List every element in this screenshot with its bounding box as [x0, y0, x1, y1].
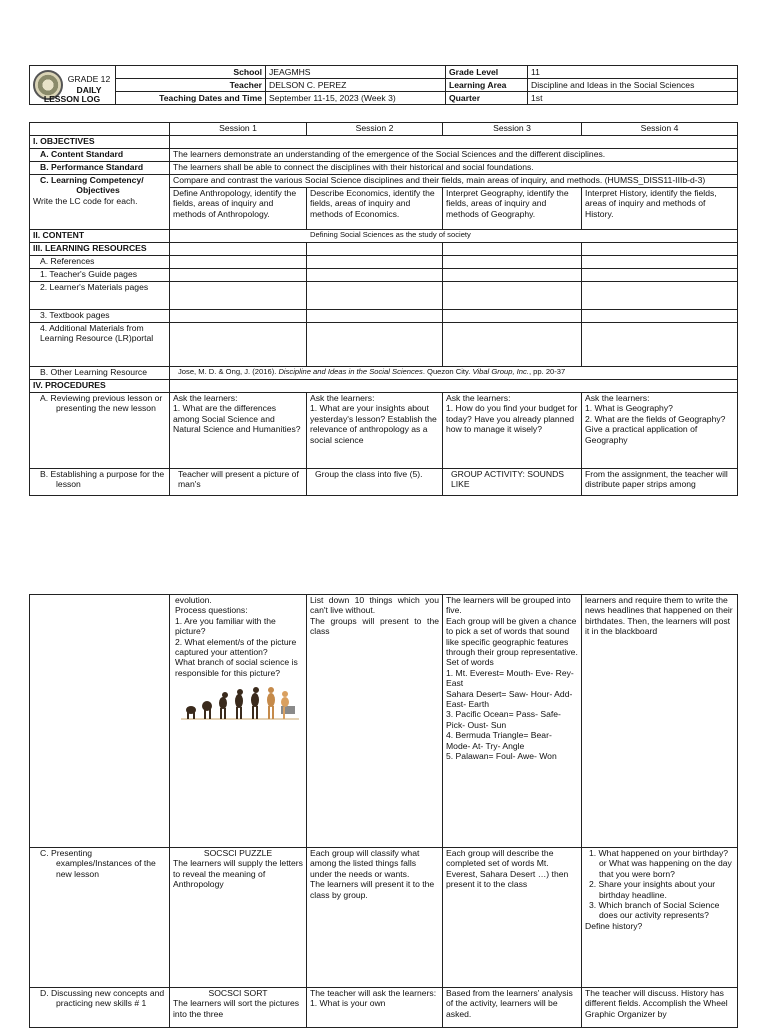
socsci-puzzle-title: SOCSCI PUZZLE [203, 848, 273, 858]
procedure-c-s4-q3: 3. Which branch of Social Science does our activity represents? [589, 900, 720, 921]
socsci-sort-title: SOCSCI SORT [208, 988, 268, 998]
page-1 [0, 0, 768, 500]
dates-value: September 11-15, 2023 (Week 3) [266, 92, 446, 105]
socsci-puzzle-text: The learners will supply the letters to reveal the meaning of Anthropology [173, 858, 303, 890]
objectives-label: Objectives [76, 185, 120, 196]
session-header-4: Session 4 [582, 123, 738, 136]
learning-competency-label: C. Learning Competency/ [40, 175, 144, 185]
resources-heading: III. LEARNING RESOURCES [30, 243, 170, 256]
session-header-3: Session 3 [443, 123, 582, 136]
header-table [29, 65, 738, 105]
content-standard-label: A. Content Standard [30, 149, 170, 162]
procedure-a-s3: Ask the learners: 1. How do you find your budget for today? Have you already planned how to manage it wisely? [443, 393, 582, 469]
content-text-value: Defining Social Sciences as the study of society [310, 230, 471, 239]
textbook-pages-label: 3. Textbook pages [30, 310, 170, 323]
content-standard-text: The learners demonstrate an understanding of the emergence of the Social Sciences and the different disciplines. [170, 149, 738, 162]
procedure-b-s4-top: From the assignment, the teacher will distribute paper strips among [582, 469, 738, 496]
dates-label: Teaching Dates and Time [116, 92, 266, 105]
page-2 [0, 594, 768, 1024]
lesson-table-page-1 [29, 122, 738, 496]
teachers-guide-label: 1. Teacher's Guide pages [30, 269, 170, 282]
performance-standard-label: B. Performance Standard [30, 162, 170, 175]
objective-session-1: Define Anthropology, identify the fields, areas of inquiry and methods of Anthropology. [170, 188, 307, 230]
references-label: A. References [30, 256, 170, 269]
procedure-d-s2: The teacher will ask the learners: 1. What is your own [307, 988, 443, 1028]
learning-competency-cell [30, 175, 170, 230]
school-value: JEAGMHS [266, 66, 446, 79]
procedure-c-s2: Each group will classify what among the listed things falls under the needs or wants. The learners will present it to the class by group. [307, 848, 443, 988]
procedure-c-s1 [170, 848, 307, 988]
teacher-label: Teacher [116, 79, 266, 92]
procedure-a-s4: Ask the learners: 1. What is Geography? 2. What are the fields of Geography? Give a practical application of Geography [582, 393, 738, 469]
grade-label: GRADE 12 [67, 74, 111, 84]
teacher-value: DELSON C. PEREZ [266, 79, 446, 92]
socsci-sort-text: The learners will sort the pictures into the three [173, 998, 300, 1019]
objective-session-2: Describe Economics, identify the fields, areas of inquiry and methods of Economics. [307, 188, 443, 230]
procedure-c-s3: Each group will describe the completed set of words Mt. Everest, Sahara Desert …) then present it to the class [443, 848, 582, 988]
dll-title-1: DAILY [76, 85, 102, 95]
learning-competency-text: Compare and contrast the various Social Science disciplines and their fields, main areas of inquiry, and methods. (HUMSS_DISS11-IIIb-d-3) [170, 175, 738, 188]
session-header-1: Session 1 [170, 123, 307, 136]
procedure-b-s1-text: evolution. Process questions: 1. Are you familiar with the picture? 2. What element/s of the picture captured your attention? What branch of social science is responsible for this picture? [175, 595, 298, 678]
grade-level-value: 11 [528, 66, 738, 79]
other-resource-label: B. Other Learning Resource [30, 367, 170, 380]
procedure-c-s4-q2: 2. Share your insights about your birthday headline. [589, 879, 716, 900]
procedure-c-s4-q4: Define history? [585, 920, 643, 931]
procedure-b-s3-top: GROUP ACTIVITY: SOUNDS LIKE [443, 469, 582, 496]
procedure-b-s1-cont [170, 595, 307, 848]
school-label: School [116, 66, 266, 79]
lc-code-note: Write the LC code for each. [33, 195, 138, 206]
quarter-value: 1st [528, 92, 738, 105]
procedure-d-s3: Based from the learners' analysis of the activity, learners will be asked. [443, 988, 582, 1028]
grade-level-label: Grade Level [446, 66, 528, 79]
procedure-a-s1: Ask the learners: 1. What are the differences among Social Science and Natural Science and Humanities? [170, 393, 307, 469]
objective-session-4: Interpret History, identify the fields, areas of inquiry and methods of History. [582, 188, 738, 230]
human-evolution-image [181, 684, 299, 720]
citation-part-3: , pp. 20-37 [528, 367, 566, 376]
learners-materials-label: 2. Learner's Materials pages [30, 282, 170, 310]
procedure-b-s2-cont: List down 10 things which you can't live without. The groups will present to the class [307, 595, 443, 848]
objective-session-3: Interpret Geography, identify the fields, areas of inquiry and methods of Geography. [443, 188, 582, 230]
learning-area-value: Discipline and Ideas in the Social Sciences [528, 79, 738, 92]
citation-part-1: Jose, M. D. & Ong, J. (2016). [178, 367, 279, 376]
lesson-table-page-2 [29, 594, 738, 1028]
content-text [170, 230, 738, 243]
procedure-b-s4-cont: learners and require them to write the news headlines that happened on their birthdates. Then, the learners will post it in the blackboard [582, 595, 738, 848]
procedure-a-s2: Ask the learners: 1. What are your insights about yesterday's lesson? Establish the relevance of anthropology as a social science [307, 393, 443, 469]
citation-publisher: Vibal Group, Inc. [472, 367, 529, 376]
session-header-2: Session 2 [307, 123, 443, 136]
procedure-c-s4 [582, 848, 738, 988]
procedure-b-s1-top: Teacher will present a picture of man's [170, 469, 307, 496]
citation-part-2: . Quezon City. [422, 367, 473, 376]
procedure-b-s3-cont: The learners will be grouped into five. Each group will be given a chance to pick a set of words that sound like specific geographic features through their group representative. Set of words 1. Mt. Everest= Mouth- Eve- Rey- East Sahara Desert= Saw- Hour- Add- East- Earth 3. Pacific Ocean= Pass- Safe- Pick- Oust- Sun 4. Bermuda Triangle= Bear- Mode- At- Try- Angle 5. Palawan= Foul- Awe- Won [443, 595, 582, 848]
procedure-c-s4-q1: 1. What happened on your birthday? or What was happening on the day that you were born? [589, 848, 732, 879]
content-heading: II. CONTENT [30, 230, 170, 243]
procedure-a-label: A. Reviewing previous lesson or presenting the new lesson [30, 393, 170, 469]
dll-title-2: LESSON LOG [43, 94, 101, 104]
performance-standard-text: The learners shall be able to connect the disciplines with their historical and social foundations. [170, 162, 738, 175]
procedure-d-s4: The teacher will discuss. History has different fields. Accomplish the Wheel Graphic Organizer by [582, 988, 738, 1028]
procedures-heading: IV. PROCEDURES [30, 380, 170, 393]
procedure-b-s2-top: Group the class into five (5). [307, 469, 443, 496]
citation-book-title: Discipline and Ideas in the Social Sciences [278, 367, 423, 376]
procedure-c-label: C. Presenting examples/Instances of the new lesson [30, 848, 170, 988]
additional-materials-label: 4. Additional Materials from Learning Resource (LR)portal [30, 323, 170, 367]
procedure-b-label: B. Establishing a purpose for the lesson [30, 469, 170, 496]
quarter-label: Quarter [446, 92, 528, 105]
objectives-heading: I. OBJECTIVES [30, 136, 170, 149]
other-resource-text [170, 367, 738, 380]
procedure-d-s1 [170, 988, 307, 1028]
learning-area-label: Learning Area [446, 79, 528, 92]
procedure-d-label: D. Discussing new concepts and practicing new skills # 1 [30, 988, 170, 1028]
